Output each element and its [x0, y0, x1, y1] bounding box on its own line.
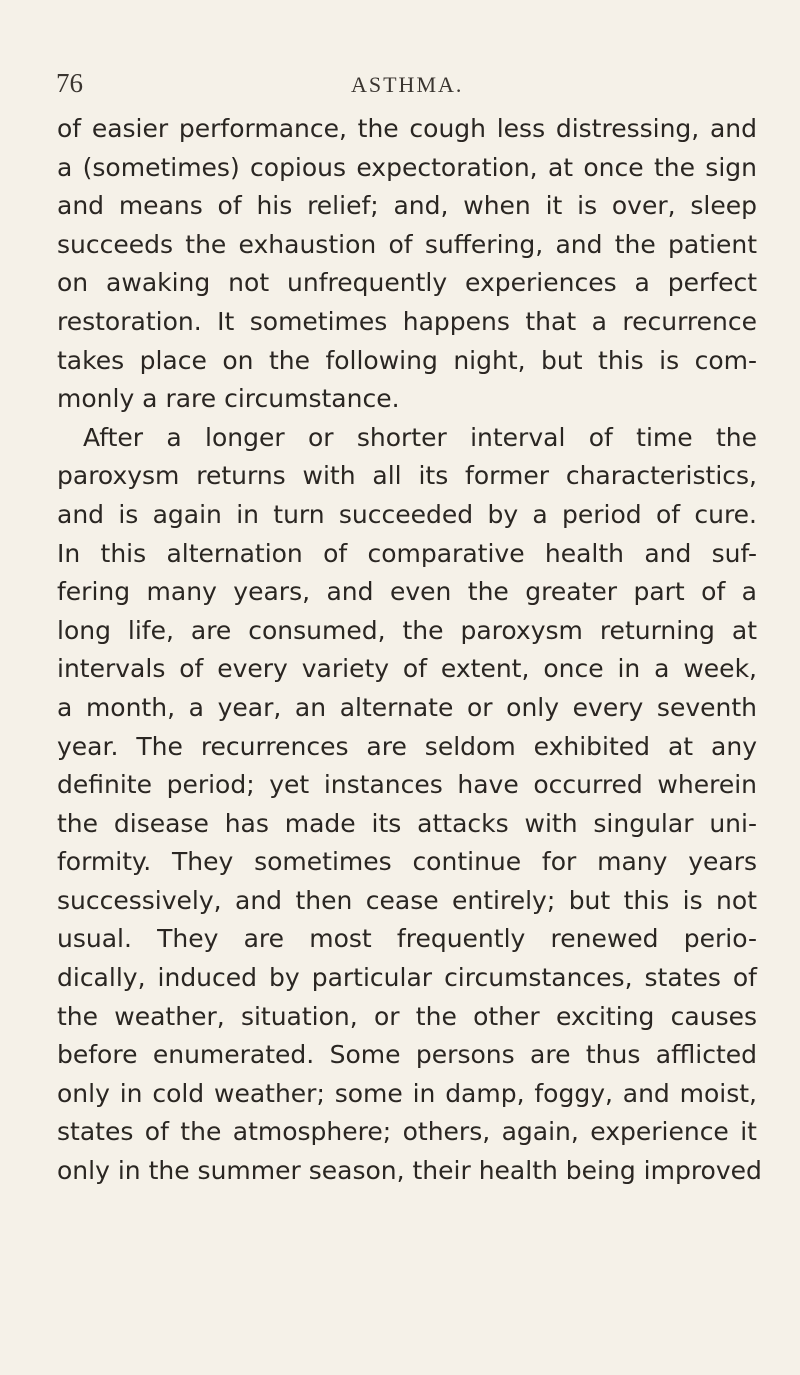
text-line: the disease has made its attacks with singular uni-: [57, 808, 757, 838]
text-line: the weather, situation, or the other exciting causes: [57, 1001, 757, 1031]
text-line: and means of his relief; and, when it is over, sleep: [57, 191, 757, 221]
text-line: long life, are consumed, the paroxysm returning at: [57, 615, 757, 645]
text-line: only in cold weather; some in damp, foggy, and moist,: [57, 1078, 757, 1108]
text-line: usual. They are most frequently renewed perio-: [57, 924, 757, 954]
text-line: states of the atmosphere; others, again, experience it: [57, 1117, 757, 1147]
text-line: dically, induced by particular circumstances, states of: [57, 963, 757, 993]
text-line: succeeds the exhaustion of suffering, and the patient: [57, 229, 757, 259]
text-line: on awaking not unfrequently experiences a perfect: [57, 268, 757, 298]
text-line: paroxysm returns with all its former characteristics,: [57, 461, 757, 491]
text-line: a month, a year, an alternate or only every seventh: [57, 692, 757, 722]
text-line: intervals of every variety of extent, once in a week,: [57, 654, 757, 684]
body-text: [57, 110, 762, 1191]
text-line: After a longer or shorter interval of time the: [83, 422, 757, 452]
text-line: a (sometimes) copious expectoration, at once the sign: [57, 152, 757, 182]
page-number: 76: [56, 68, 83, 98]
page-header: [56, 68, 756, 104]
text-line: definite period; yet instances have occurred wherein: [57, 770, 757, 800]
text-line: restoration. It sometimes happens that a recurrence: [57, 306, 757, 336]
text-line: In this alternation of comparative health and suf-: [57, 538, 757, 568]
text-line: takes place on the following night, but this is com-: [57, 345, 757, 375]
text-line: year. The recurrences are seldom exhibited at any: [57, 731, 757, 761]
text-line: successively, and then cease entirely; but this is not: [57, 885, 757, 915]
text-line: fering many years, and even the greater part of a: [57, 577, 757, 607]
text-line: monly a rare circumstance.: [57, 384, 400, 414]
text-line: formity. They sometimes continue for many years: [57, 847, 757, 877]
text-line: and is again in turn succeeded by a period of cure.: [57, 499, 757, 529]
text-line: only in the summer season, their health being improved: [57, 1156, 762, 1186]
running-head: ASTHMA.: [351, 72, 464, 97]
text-line: of easier performance, the cough less distressing, and: [57, 114, 757, 143]
text-line: before enumerated. Some persons are thus afflicted: [57, 1040, 757, 1070]
